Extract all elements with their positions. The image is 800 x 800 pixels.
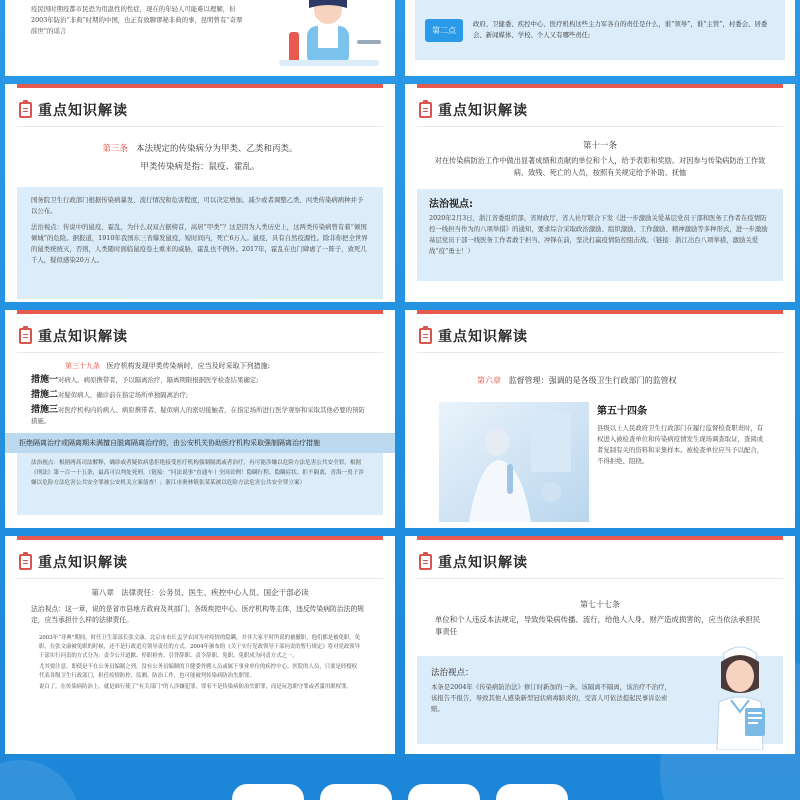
article-number: 第五十四条 [597, 406, 647, 417]
measure-label: 措施三 [31, 405, 59, 415]
article-text: 县级以上人民政府卫生行政部门在履行监督检查职责时，有权进入被检查单位和传染病疫情发生现场调查取证，查阅或者复制有关的资料和采集样本。被检查单位应当予以配合，不得拒绝、阻挠。 [597, 424, 764, 465]
nurse-illustration [273, 0, 383, 70]
clipboard-icon [419, 328, 432, 344]
divider [417, 352, 783, 353]
article-number: 第三条 [102, 144, 128, 154]
article-line-1: 本法规定的传染病分为甲类、乙类和丙类。 [136, 144, 298, 154]
slide-header [405, 88, 795, 122]
note-text: 法治视点：根据两高司法解释，确诊或者疑似病患拒绝接受医疗机构强制隔离或者治疗，有可能涉嫌以危险方法危害公共安全罪，根据《刑法》第一百一十五条，最高可以判处死刑。（链接：“问法说事”直通车丨全国首例！隐瞒行程、隐瞒症状、拒不隔离，青海一男子涉嫌以危险方法危害公共安全罪被公安机关立案侦查！；浙江市奥林镇张某某被以危险方法危害公共安全罪立案） [31, 460, 364, 486]
viewpoint-title: 法治视点： [431, 668, 474, 678]
measure-text: 对疑似病人，确诊前在指定场所单独隔离治疗; [58, 391, 188, 399]
paragraph: 说白了，在传染病防治上，就是谁行使了“有关部门”的人涉嫌犯罪，罪名不是传染病防治失职罪，而是玩忽职守罪或者滥用职权罪。 [39, 684, 352, 690]
chapter-intro [477, 375, 795, 386]
slide-article-77 [405, 536, 795, 754]
paragraph: 国务院卫生行政部门根据传染病暴发、流行情况和危害程度，可以决定增加、减少或者调整乙类、丙类传染病病种并予以公布。 [31, 196, 364, 215]
slide-chapter-8 [5, 536, 395, 754]
bottom-decor-pill [232, 784, 304, 800]
article-block [597, 402, 767, 522]
slide-header [405, 540, 795, 574]
chapter-line-1: 法律责任：公务员、医生、疾控中心人员、国企干部必读 [121, 588, 309, 597]
article-intro [5, 141, 395, 157]
viewpoint-box [417, 189, 783, 281]
measures-list [5, 371, 395, 427]
slide-chapter-6 [405, 310, 795, 528]
measure-item [31, 390, 369, 401]
section-title: 重点知识解读 [438, 555, 528, 571]
divider [417, 126, 783, 127]
measure-item [31, 375, 369, 386]
measure-label: 措施二 [31, 390, 59, 400]
article-text: 对在传染病防治工作中做出显著成绩和贡献的单位和个人，给予表彰和奖励。对因参与传染病防治工作致病、致残、死亡的人员，按照有关规定给予补助、抚恤 [434, 156, 766, 177]
info-box [17, 187, 383, 299]
article-line-1: 医疗机构发现甲类传染病时，应当及时采取下列措施: [106, 362, 271, 370]
paragraph: 2003年“非典”期间，时任卫生部部长张文康、北京市市长孟学农因为对疫情的隐瞒，并非大家平时所说的被撤职，他们都是被免职。免职，在张文康被免职的时候，还不是行政追究领导责任的方式。2004年颁布的《关于实行党政领导干部问责的暂行规定》将对党政领导干部实行问责的方式分为：责令公开道歉、停职检查、引咎辞职、责令辞职、免职，免职成为问责方式之一。 [39, 635, 361, 659]
bottom-decor-pill [408, 784, 480, 800]
slide-text: 疫民国时期疫都市民恐为用温性的性症，现在的年轻人可能难以理解，但2003年防治“非典”时期的中国，也正有致聊谬秘非典的事，昆明曾有“奇翠薛世”的谣言 [31, 5, 243, 35]
note-box [17, 453, 383, 515]
slide-article-11 [405, 84, 795, 302]
highlight-band: 拒绝隔离治疗或隔离期未满擅自脱离隔离治疗的，由公安机关协助医疗机构采取强制隔离治疗措施 [5, 433, 395, 453]
bottom-decor-pill [496, 784, 568, 800]
viewpoint-text: 本条是2004年《传染病防治法》修订时新加的一条。该隔离不隔离，该治疗不治疗，该报告不报告，导致其他人感染新型冠状病毒肺炎的，受害人可依法提起民事诉讼索赔。 [431, 683, 671, 713]
clipboard-icon [19, 102, 32, 118]
article-number: 第三十九条 [65, 362, 100, 370]
measure-text: 对病人、病原携带者，予以隔离治疗，隔离期限根据医学检查结果确定; [58, 376, 259, 384]
slide-header [5, 88, 395, 122]
slide-partial-top-right [405, 0, 795, 76]
viewpoint-text: 2020年2月3日，浙江省委组织部、省财政厅、省人社厅联合下发《进一步激励关爱基层党员干部和医务工作者在疫情防控一线担当作为的八项举措》的通知，要求综合采取政治激励、组织激励、工作激励、精神激励等多种形式，进一步激励基层党员干部一线医务工作者敢于担当、冲锋在前，坚决打赢疫情防控阻击战。（链接：浙江出台八项举措，激励关爱战“疫”勇士！） [429, 214, 768, 255]
nurse-illustration [697, 640, 783, 750]
clipboard-icon [19, 554, 32, 570]
content-row [405, 402, 795, 522]
bottom-decor-pill [320, 784, 392, 800]
clipboard-icon [419, 102, 432, 118]
slide-header [405, 314, 795, 348]
section-title: 重点知识解读 [38, 555, 128, 571]
slide-header [5, 540, 395, 574]
divider [417, 578, 783, 579]
divider [17, 352, 383, 353]
slide-article-3 [5, 84, 395, 302]
article-line-2: 甲类传染病是指：鼠疫、霍乱。 [140, 162, 260, 172]
article-number: 第十一条 [582, 141, 617, 151]
chapter-number: 第六章 [477, 376, 501, 385]
section-title: 重点知识解读 [438, 103, 528, 119]
article-intro [65, 361, 395, 371]
viewpoint-title: 法治视点: [429, 199, 473, 210]
lead-text: 法治视点：这一章，说的是省市县地方政府及其部门、各级疾控中心、医疗机构等主体，违反传染病防治法的规定，应当承担什么样的法律责任。 [31, 605, 365, 624]
info-box [415, 0, 785, 60]
divider [17, 126, 383, 127]
measure-label: 措施一 [31, 375, 59, 385]
info-box [31, 630, 369, 746]
section-title: 重点知识解读 [438, 329, 528, 345]
article-text: 单位和个人违反本法规定，导致传染病传播、流行，给他人人身、财产造成损害的，应当依法承担民事责任 [435, 615, 761, 636]
section-title: 重点知识解读 [38, 103, 128, 119]
chapter-line-1: 监督管理：强调的是各级卫生行政部门的监管权 [508, 376, 677, 385]
divider [17, 578, 383, 579]
measure-text: 对医疗机构内的病人、病原携带者、疑似病人的密切接触者，在指定场所进行医学观察和采取其他必要的预防措施。 [31, 406, 365, 425]
section-title: 重点知识解读 [38, 329, 128, 345]
chapter-intro [5, 587, 395, 598]
measure-item [31, 405, 369, 427]
paragraph: 尤其要注意，即使是不在公务员编制之列，没有公务员编制的卫健委外聘人员或属于事业单位的疾控中心、医院的人员，只要是经授权代表各级卫生行政部门，担任疫情防控、监测、防治工作，也可能被判传染病防治失职罪。 [39, 664, 358, 679]
slide-header [5, 314, 395, 348]
slide-text: 政府、卫健委、疾控中心、医疗机构这些主力军各自的责任是什么，谁“领导”，谁“主管”，村委会、居委会、新闻媒体、学校、个人又有哪些责任; [473, 20, 768, 39]
slide-partial-top-left [5, 0, 395, 76]
clipboard-icon [419, 554, 432, 570]
article-number: 第七十七条 [580, 600, 620, 609]
clipboard-icon [19, 328, 32, 344]
slide-article-39 [5, 310, 395, 528]
paragraph: 法治视点：传说中的鼠疫、霍乱，为什么双双占据榜首，高居“甲类”？这是因为人类历史上，这两类传染病曾有着“倾国倾城”的危险。据报道，1910年我国东三省爆发鼠疫，短时间内，死亡6万人。鼠疫，具有自然疫源性。除非你把全世界的鼠类统统灭，否则，人类随时面临鼠疫卷土重来的威胁，霍乱也不例外。2017年，霍乱在也门肆虐了一阵子，致死几千人，疑似感染20万人。 [31, 223, 368, 264]
badge-point-two: 第二点 [425, 19, 463, 42]
chapter-number: 第八章 [91, 588, 114, 597]
lab-photo [439, 402, 589, 522]
